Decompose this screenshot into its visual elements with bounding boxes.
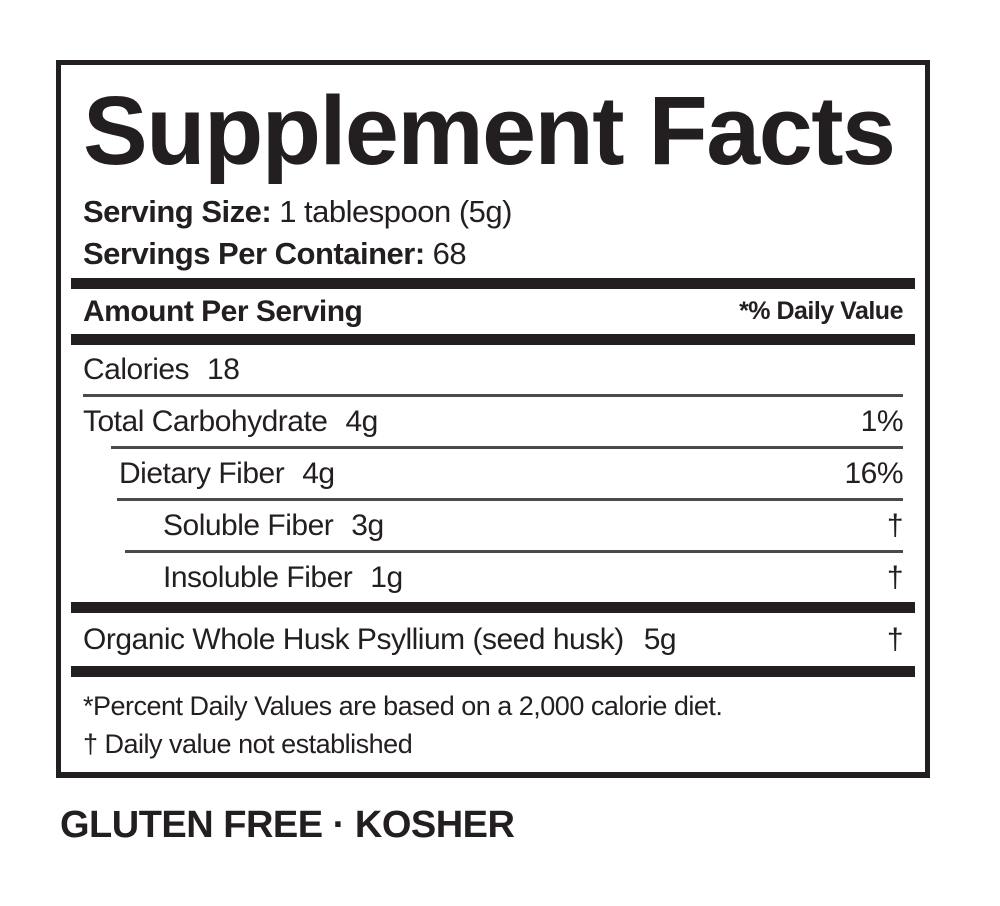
row-insoluble-fiber <box>83 553 903 602</box>
nutrient-amount: 1g <box>370 560 403 594</box>
row-total-carbohydrate <box>83 397 903 446</box>
ingredient-name: Organic Whole Husk Psyllium (seed husk) <box>83 622 624 656</box>
serving-size-line <box>83 191 903 233</box>
serving-size-label: Serving Size: <box>83 194 272 230</box>
nutrient-name: Total Carbohydrate <box>83 404 328 438</box>
separator-bar <box>71 602 915 613</box>
servings-per-container-label: Servings Per Container: <box>83 236 425 272</box>
daily-value-not-established-footnote: † Daily value not established <box>83 729 413 760</box>
servings-per-container-value: 68 <box>432 236 467 272</box>
ingredient-amount: 5g <box>643 622 677 656</box>
ingredient-daily-value: † <box>886 622 903 656</box>
amount-per-serving-header: Amount Per Serving <box>83 294 363 328</box>
separator-bar <box>71 334 915 345</box>
nutrient-name: Calories <box>83 352 190 386</box>
column-header-row <box>83 289 903 334</box>
nutrient-name: Soluble Fiber <box>163 508 334 542</box>
nutrient-daily-value: 16% <box>844 456 903 490</box>
separator-bar <box>71 666 915 677</box>
supplement-facts-panel <box>56 60 930 778</box>
gluten-free-kosher-badge: GLUTEN FREE · KOSHER <box>60 804 515 846</box>
percent-daily-value-footnote: *Percent Daily Values are based on a 2,000 calorie diet. <box>83 691 723 722</box>
separator-bar <box>71 278 915 289</box>
row-calories <box>83 345 903 394</box>
nutrient-amount: 18 <box>207 352 240 386</box>
nutrient-name: Dietary Fiber <box>119 456 285 490</box>
nutrient-daily-value: † <box>886 560 903 594</box>
servings-per-container-line <box>83 233 903 275</box>
nutrient-amount: 3g <box>351 508 384 542</box>
panel-title: Supplement Facts <box>83 76 895 185</box>
serving-size-value: 1 tablespoon (5g) <box>279 194 512 230</box>
nutrient-amount: 4g <box>302 456 335 490</box>
nutrient-amount: 4g <box>345 404 378 438</box>
nutrient-name: Insoluble Fiber <box>163 560 353 594</box>
row-psyllium <box>83 613 903 666</box>
row-soluble-fiber <box>83 501 903 550</box>
footnotes <box>83 687 903 763</box>
nutrient-daily-value: † <box>886 508 903 542</box>
row-dietary-fiber <box>83 449 903 498</box>
daily-value-header: *% Daily Value <box>739 297 903 326</box>
nutrient-daily-value: 1% <box>860 404 903 438</box>
